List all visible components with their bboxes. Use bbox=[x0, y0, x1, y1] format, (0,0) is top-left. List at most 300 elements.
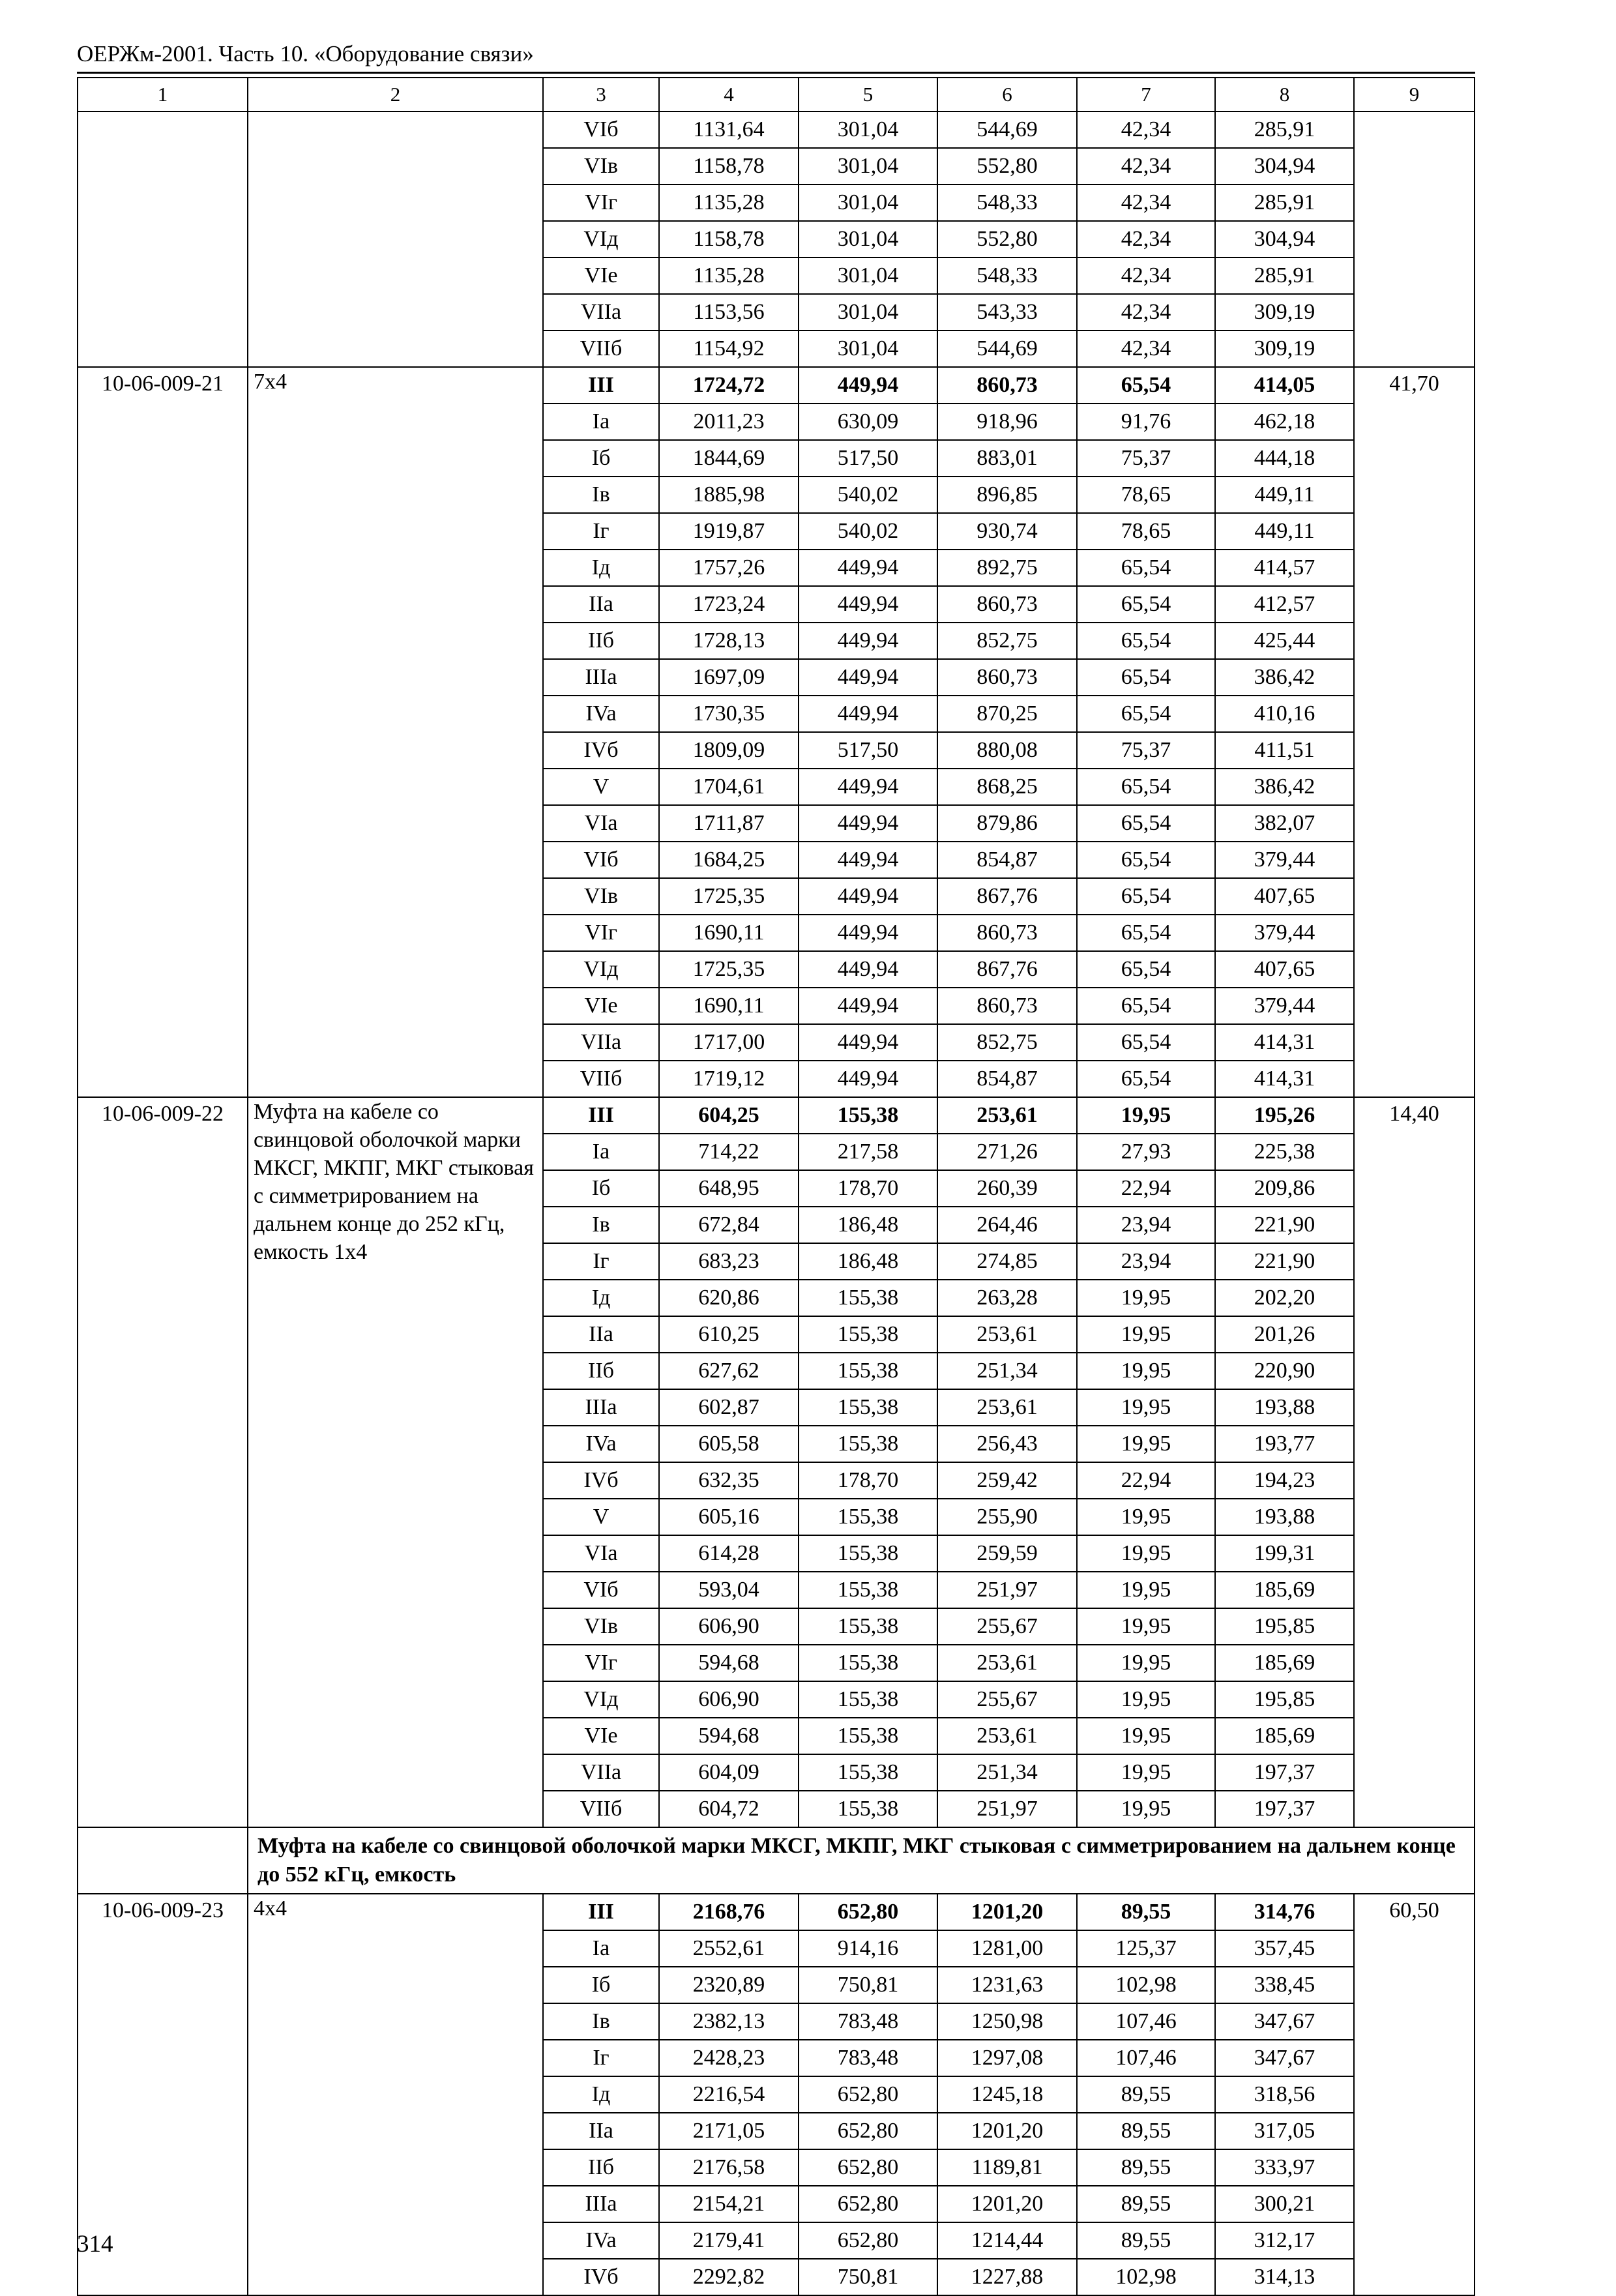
driver-wages-cell: 19,95 bbox=[1077, 1426, 1215, 1462]
total-cost-cell: 632,35 bbox=[659, 1462, 799, 1499]
wages-cell: 301,04 bbox=[799, 148, 937, 184]
rate-code-cell: 10-06-009-21 bbox=[78, 367, 248, 1097]
total-cost-cell: 2176,58 bbox=[659, 2149, 799, 2186]
driver-wages-cell: 65,54 bbox=[1077, 696, 1215, 732]
materials-cell: 225,38 bbox=[1215, 1134, 1354, 1170]
driver-wages-cell: 65,54 bbox=[1077, 1061, 1215, 1097]
wages-cell: 914,16 bbox=[799, 1930, 937, 1967]
driver-wages-cell: 91,76 bbox=[1077, 404, 1215, 440]
machine-cost-cell: 860,73 bbox=[937, 659, 1077, 696]
driver-wages-cell: 19,95 bbox=[1077, 1097, 1215, 1134]
zone-mark-cell: VIe bbox=[543, 988, 659, 1024]
zone-mark-cell: IIIa bbox=[543, 1389, 659, 1426]
driver-wages-cell: 42,34 bbox=[1077, 294, 1215, 331]
driver-wages-cell: 27,93 bbox=[1077, 1134, 1215, 1170]
machine-cost-cell: 854,87 bbox=[937, 1061, 1077, 1097]
zone-mark-cell: IIб bbox=[543, 623, 659, 659]
driver-wages-cell: 19,95 bbox=[1077, 1535, 1215, 1572]
materials-cell: 407,65 bbox=[1215, 878, 1354, 915]
materials-cell: 317,05 bbox=[1215, 2113, 1354, 2149]
zone-mark-cell: Iб bbox=[543, 1967, 659, 2003]
wages-cell: 155,38 bbox=[799, 1608, 937, 1645]
rate-name-cell: 4х4 bbox=[248, 1894, 543, 2295]
total-cost-cell: 1757,26 bbox=[659, 550, 799, 586]
wages-cell: 449,94 bbox=[799, 659, 937, 696]
driver-wages-cell: 19,95 bbox=[1077, 1791, 1215, 1827]
rate-code-cell: 10-06-009-23 bbox=[78, 1894, 248, 2295]
wages-cell: 750,81 bbox=[799, 1967, 937, 2003]
zone-mark-cell: IVa bbox=[543, 696, 659, 732]
wages-cell: 517,50 bbox=[799, 732, 937, 769]
total-cost-cell: 602,87 bbox=[659, 1389, 799, 1426]
wages-cell: 155,38 bbox=[799, 1572, 937, 1608]
materials-cell: 347,67 bbox=[1215, 2040, 1354, 2076]
driver-wages-cell: 107,46 bbox=[1077, 2003, 1215, 2040]
materials-cell: 379,44 bbox=[1215, 842, 1354, 878]
total-cost-cell: 1717,00 bbox=[659, 1024, 799, 1061]
driver-wages-cell: 78,65 bbox=[1077, 477, 1215, 513]
rates-table bbox=[77, 77, 1475, 2296]
total-cost-cell: 714,22 bbox=[659, 1134, 799, 1170]
driver-wages-cell: 75,37 bbox=[1077, 440, 1215, 477]
zone-mark-cell: VIг bbox=[543, 1645, 659, 1681]
machine-cost-cell: 251,97 bbox=[937, 1572, 1077, 1608]
machine-cost-cell: 879,86 bbox=[937, 805, 1077, 842]
wages-cell: 301,04 bbox=[799, 258, 937, 294]
machine-cost-cell: 1201,20 bbox=[937, 2186, 1077, 2222]
total-cost-cell: 2292,82 bbox=[659, 2259, 799, 2295]
zone-mark-cell: Iд bbox=[543, 550, 659, 586]
driver-wages-cell: 89,55 bbox=[1077, 1894, 1215, 1930]
rate-name-cell: 7х4 bbox=[248, 367, 543, 1097]
total-cost-cell: 1131,64 bbox=[659, 111, 799, 148]
materials-cell: 209,86 bbox=[1215, 1170, 1354, 1207]
materials-cell: 462,18 bbox=[1215, 404, 1354, 440]
wages-cell: 155,38 bbox=[799, 1645, 937, 1681]
materials-cell: 425,44 bbox=[1215, 623, 1354, 659]
materials-cell: 195,85 bbox=[1215, 1681, 1354, 1718]
machine-cost-cell: 852,75 bbox=[937, 1024, 1077, 1061]
zone-mark-cell: VIa bbox=[543, 1535, 659, 1572]
machine-cost-cell: 260,39 bbox=[937, 1170, 1077, 1207]
machine-cost-cell: 896,85 bbox=[937, 477, 1077, 513]
materials-cell: 304,94 bbox=[1215, 221, 1354, 258]
column-header: 7 bbox=[1077, 78, 1215, 111]
machine-cost-cell: 253,61 bbox=[937, 1389, 1077, 1426]
machine-cost-cell: 255,67 bbox=[937, 1608, 1077, 1645]
zone-mark-cell: VIд bbox=[543, 951, 659, 988]
wages-cell: 155,38 bbox=[799, 1426, 937, 1462]
total-cost-cell: 606,90 bbox=[659, 1608, 799, 1645]
materials-cell: 221,90 bbox=[1215, 1207, 1354, 1243]
document-header: ОЕРЖм-2001. Часть 10. «Оборудование связи» bbox=[77, 41, 534, 66]
zone-mark-cell: VIв bbox=[543, 1608, 659, 1645]
machine-cost-cell: 1227,88 bbox=[937, 2259, 1077, 2295]
zone-mark-cell: VIIб bbox=[543, 1791, 659, 1827]
materials-cell: 304,94 bbox=[1215, 148, 1354, 184]
driver-wages-cell: 65,54 bbox=[1077, 842, 1215, 878]
driver-wages-cell: 19,95 bbox=[1077, 1718, 1215, 1754]
machine-cost-cell: 259,42 bbox=[937, 1462, 1077, 1499]
total-cost-cell: 627,62 bbox=[659, 1353, 799, 1389]
driver-wages-cell: 19,95 bbox=[1077, 1389, 1215, 1426]
wages-cell: 155,38 bbox=[799, 1535, 937, 1572]
wages-cell: 217,58 bbox=[799, 1134, 937, 1170]
total-cost-cell: 1684,25 bbox=[659, 842, 799, 878]
materials-cell: 185,69 bbox=[1215, 1718, 1354, 1754]
driver-wages-cell: 125,37 bbox=[1077, 1930, 1215, 1967]
wages-cell: 449,94 bbox=[799, 1024, 937, 1061]
total-cost-cell: 1885,98 bbox=[659, 477, 799, 513]
driver-wages-cell: 42,34 bbox=[1077, 221, 1215, 258]
materials-cell: 379,44 bbox=[1215, 988, 1354, 1024]
column-header: 5 bbox=[799, 78, 937, 111]
wages-cell: 517,50 bbox=[799, 440, 937, 477]
total-cost-cell: 1724,72 bbox=[659, 367, 799, 404]
machine-cost-cell: 552,80 bbox=[937, 221, 1077, 258]
labor-cost-cell bbox=[1354, 111, 1475, 367]
rates-table-container bbox=[77, 77, 1474, 2296]
wages-cell: 178,70 bbox=[799, 1170, 937, 1207]
total-cost-cell: 606,90 bbox=[659, 1681, 799, 1718]
section-heading: Муфта на кабеле со свинцовой оболочкой марки МКСГ, МКПГ, МКГ стыковая с симметрированием на дальнем конце до 552 кГц, емкость bbox=[248, 1827, 1475, 1894]
wages-cell: 540,02 bbox=[799, 477, 937, 513]
total-cost-cell: 1725,35 bbox=[659, 951, 799, 988]
wages-cell: 178,70 bbox=[799, 1462, 937, 1499]
machine-cost-cell: 870,25 bbox=[937, 696, 1077, 732]
materials-cell: 318,56 bbox=[1215, 2076, 1354, 2113]
driver-wages-cell: 19,95 bbox=[1077, 1572, 1215, 1608]
column-header: 3 bbox=[543, 78, 659, 111]
table-row bbox=[78, 367, 1475, 404]
machine-cost-cell: 1231,63 bbox=[937, 1967, 1077, 2003]
header-rule bbox=[77, 72, 1475, 74]
driver-wages-cell: 42,34 bbox=[1077, 111, 1215, 148]
driver-wages-cell: 65,54 bbox=[1077, 367, 1215, 404]
materials-cell: 414,57 bbox=[1215, 550, 1354, 586]
section-heading-row bbox=[78, 1827, 1475, 1894]
zone-mark-cell: IIб bbox=[543, 2149, 659, 2186]
zone-mark-cell: VIб bbox=[543, 111, 659, 148]
total-cost-cell: 605,58 bbox=[659, 1426, 799, 1462]
driver-wages-cell: 89,55 bbox=[1077, 2186, 1215, 2222]
wages-cell: 155,38 bbox=[799, 1353, 937, 1389]
zone-mark-cell: VIв bbox=[543, 148, 659, 184]
machine-cost-cell: 892,75 bbox=[937, 550, 1077, 586]
driver-wages-cell: 89,55 bbox=[1077, 2076, 1215, 2113]
materials-cell: 312,17 bbox=[1215, 2222, 1354, 2259]
zone-mark-cell: VIд bbox=[543, 221, 659, 258]
driver-wages-cell: 42,34 bbox=[1077, 258, 1215, 294]
wages-cell: 652,80 bbox=[799, 2076, 937, 2113]
column-header: 6 bbox=[937, 78, 1077, 111]
zone-mark-cell: VIб bbox=[543, 1572, 659, 1608]
wages-cell: 449,94 bbox=[799, 988, 937, 1024]
materials-cell: 410,16 bbox=[1215, 696, 1354, 732]
zone-mark-cell: III bbox=[543, 1097, 659, 1134]
wages-cell: 155,38 bbox=[799, 1499, 937, 1535]
driver-wages-cell: 65,54 bbox=[1077, 550, 1215, 586]
total-cost-cell: 610,25 bbox=[659, 1316, 799, 1353]
labor-cost-cell: 41,70 bbox=[1354, 367, 1475, 1097]
zone-mark-cell: IVб bbox=[543, 2259, 659, 2295]
zone-mark-cell: IVa bbox=[543, 1426, 659, 1462]
machine-cost-cell: 255,90 bbox=[937, 1499, 1077, 1535]
wages-cell: 652,80 bbox=[799, 2113, 937, 2149]
total-cost-cell: 672,84 bbox=[659, 1207, 799, 1243]
table-row bbox=[78, 1097, 1475, 1134]
machine-cost-cell: 544,69 bbox=[937, 111, 1077, 148]
wages-cell: 652,80 bbox=[799, 2149, 937, 2186]
table-row bbox=[78, 1894, 1475, 1930]
driver-wages-cell: 19,95 bbox=[1077, 1499, 1215, 1535]
zone-mark-cell: IIIa bbox=[543, 659, 659, 696]
materials-cell: 201,26 bbox=[1215, 1316, 1354, 1353]
machine-cost-cell: 1201,20 bbox=[937, 2113, 1077, 2149]
driver-wages-cell: 19,95 bbox=[1077, 1645, 1215, 1681]
zone-mark-cell: Ia bbox=[543, 1930, 659, 1967]
machine-cost-cell: 264,46 bbox=[937, 1207, 1077, 1243]
driver-wages-cell: 65,54 bbox=[1077, 659, 1215, 696]
wages-cell: 155,38 bbox=[799, 1791, 937, 1827]
table-row bbox=[78, 111, 1475, 148]
machine-cost-cell: 253,61 bbox=[937, 1645, 1077, 1681]
machine-cost-cell: 852,75 bbox=[937, 623, 1077, 659]
driver-wages-cell: 22,94 bbox=[1077, 1462, 1215, 1499]
wages-cell: 449,94 bbox=[799, 805, 937, 842]
rate-code-cell: 10-06-009-22 bbox=[78, 1097, 248, 1827]
total-cost-cell: 604,72 bbox=[659, 1791, 799, 1827]
materials-cell: 314,76 bbox=[1215, 1894, 1354, 1930]
total-cost-cell: 1158,78 bbox=[659, 221, 799, 258]
zone-mark-cell: Iд bbox=[543, 1280, 659, 1316]
materials-cell: 221,90 bbox=[1215, 1243, 1354, 1280]
machine-cost-cell: 854,87 bbox=[937, 842, 1077, 878]
total-cost-cell: 605,16 bbox=[659, 1499, 799, 1535]
wages-cell: 652,80 bbox=[799, 2186, 937, 2222]
zone-mark-cell: VIIa bbox=[543, 1754, 659, 1791]
wages-cell: 449,94 bbox=[799, 696, 937, 732]
machine-cost-cell: 1250,98 bbox=[937, 2003, 1077, 2040]
zone-mark-cell: IVб bbox=[543, 732, 659, 769]
machine-cost-cell: 543,33 bbox=[937, 294, 1077, 331]
wages-cell: 449,94 bbox=[799, 842, 937, 878]
column-header: 1 bbox=[78, 78, 248, 111]
zone-mark-cell: VIIa bbox=[543, 294, 659, 331]
rates-table-body bbox=[78, 78, 1475, 2295]
zone-mark-cell: VIд bbox=[543, 1681, 659, 1718]
zone-mark-cell: VIa bbox=[543, 805, 659, 842]
zone-mark-cell: IIa bbox=[543, 2113, 659, 2149]
machine-cost-cell: 883,01 bbox=[937, 440, 1077, 477]
total-cost-cell: 2154,21 bbox=[659, 2186, 799, 2222]
zone-mark-cell: IIIa bbox=[543, 2186, 659, 2222]
driver-wages-cell: 65,54 bbox=[1077, 951, 1215, 988]
machine-cost-cell: 860,73 bbox=[937, 367, 1077, 404]
wages-cell: 652,80 bbox=[799, 1894, 937, 1930]
materials-cell: 199,31 bbox=[1215, 1535, 1354, 1572]
zone-mark-cell: IIa bbox=[543, 1316, 659, 1353]
total-cost-cell: 1158,78 bbox=[659, 148, 799, 184]
total-cost-cell: 683,23 bbox=[659, 1243, 799, 1280]
wages-cell: 750,81 bbox=[799, 2259, 937, 2295]
wages-cell: 155,38 bbox=[799, 1097, 937, 1134]
zone-mark-cell: Iг bbox=[543, 1243, 659, 1280]
machine-cost-cell: 1201,20 bbox=[937, 1894, 1077, 1930]
driver-wages-cell: 42,34 bbox=[1077, 331, 1215, 367]
zone-mark-cell: IIб bbox=[543, 1353, 659, 1389]
materials-cell: 193,88 bbox=[1215, 1499, 1354, 1535]
total-cost-cell: 2552,61 bbox=[659, 1930, 799, 1967]
total-cost-cell: 593,04 bbox=[659, 1572, 799, 1608]
column-header: 2 bbox=[248, 78, 543, 111]
machine-cost-cell: 255,67 bbox=[937, 1681, 1077, 1718]
machine-cost-cell: 1245,18 bbox=[937, 2076, 1077, 2113]
materials-cell: 357,45 bbox=[1215, 1930, 1354, 1967]
machine-cost-cell: 271,26 bbox=[937, 1134, 1077, 1170]
materials-cell: 386,42 bbox=[1215, 769, 1354, 805]
machine-cost-cell: 867,76 bbox=[937, 951, 1077, 988]
materials-cell: 449,11 bbox=[1215, 477, 1354, 513]
wages-cell: 301,04 bbox=[799, 221, 937, 258]
materials-cell: 414,31 bbox=[1215, 1061, 1354, 1097]
wages-cell: 449,94 bbox=[799, 951, 937, 988]
machine-cost-cell: 256,43 bbox=[937, 1426, 1077, 1462]
machine-cost-cell: 930,74 bbox=[937, 513, 1077, 550]
machine-cost-cell: 544,69 bbox=[937, 331, 1077, 367]
total-cost-cell: 1690,11 bbox=[659, 988, 799, 1024]
zone-mark-cell: VIб bbox=[543, 842, 659, 878]
wages-cell: 540,02 bbox=[799, 513, 937, 550]
wages-cell: 449,94 bbox=[799, 586, 937, 623]
materials-cell: 412,57 bbox=[1215, 586, 1354, 623]
wages-cell: 449,94 bbox=[799, 1061, 937, 1097]
driver-wages-cell: 65,54 bbox=[1077, 988, 1215, 1024]
zone-mark-cell: IIa bbox=[543, 586, 659, 623]
machine-cost-cell: 548,33 bbox=[937, 258, 1077, 294]
zone-mark-cell: V bbox=[543, 769, 659, 805]
materials-cell: 411,51 bbox=[1215, 732, 1354, 769]
machine-cost-cell: 251,97 bbox=[937, 1791, 1077, 1827]
machine-cost-cell: 860,73 bbox=[937, 988, 1077, 1024]
materials-cell: 185,69 bbox=[1215, 1572, 1354, 1608]
total-cost-cell: 1723,24 bbox=[659, 586, 799, 623]
driver-wages-cell: 19,95 bbox=[1077, 1681, 1215, 1718]
wages-cell: 630,09 bbox=[799, 404, 937, 440]
wages-cell: 449,94 bbox=[799, 915, 937, 951]
wages-cell: 301,04 bbox=[799, 294, 937, 331]
wages-cell: 155,38 bbox=[799, 1718, 937, 1754]
total-cost-cell: 1153,56 bbox=[659, 294, 799, 331]
machine-cost-cell: 259,59 bbox=[937, 1535, 1077, 1572]
total-cost-cell: 1809,09 bbox=[659, 732, 799, 769]
driver-wages-cell: 65,54 bbox=[1077, 1024, 1215, 1061]
materials-cell: 309,19 bbox=[1215, 331, 1354, 367]
materials-cell: 195,26 bbox=[1215, 1097, 1354, 1134]
zone-mark-cell: III bbox=[543, 367, 659, 404]
driver-wages-cell: 19,95 bbox=[1077, 1353, 1215, 1389]
column-header: 8 bbox=[1215, 78, 1354, 111]
total-cost-cell: 2011,23 bbox=[659, 404, 799, 440]
page-number: 314 bbox=[77, 2231, 113, 2258]
total-cost-cell: 2320,89 bbox=[659, 1967, 799, 2003]
zone-mark-cell: Iг bbox=[543, 513, 659, 550]
materials-cell: 379,44 bbox=[1215, 915, 1354, 951]
total-cost-cell: 604,25 bbox=[659, 1097, 799, 1134]
wages-cell: 186,48 bbox=[799, 1207, 937, 1243]
materials-cell: 338,45 bbox=[1215, 1967, 1354, 2003]
materials-cell: 197,37 bbox=[1215, 1754, 1354, 1791]
total-cost-cell: 1844,69 bbox=[659, 440, 799, 477]
wages-cell: 155,38 bbox=[799, 1754, 937, 1791]
zone-mark-cell: VIe bbox=[543, 258, 659, 294]
materials-cell: 285,91 bbox=[1215, 184, 1354, 221]
total-cost-cell: 2382,13 bbox=[659, 2003, 799, 2040]
machine-cost-cell: 860,73 bbox=[937, 915, 1077, 951]
materials-cell: 285,91 bbox=[1215, 111, 1354, 148]
driver-wages-cell: 89,55 bbox=[1077, 2113, 1215, 2149]
wages-cell: 449,94 bbox=[799, 623, 937, 659]
machine-cost-cell: 253,61 bbox=[937, 1316, 1077, 1353]
driver-wages-cell: 65,54 bbox=[1077, 769, 1215, 805]
column-header: 9 bbox=[1354, 78, 1475, 111]
total-cost-cell: 2428,23 bbox=[659, 2040, 799, 2076]
machine-cost-cell: 251,34 bbox=[937, 1754, 1077, 1791]
machine-cost-cell: 274,85 bbox=[937, 1243, 1077, 1280]
zone-mark-cell: Ia bbox=[543, 404, 659, 440]
materials-cell: 197,37 bbox=[1215, 1791, 1354, 1827]
wages-cell: 301,04 bbox=[799, 331, 937, 367]
total-cost-cell: 1154,92 bbox=[659, 331, 799, 367]
wages-cell: 186,48 bbox=[799, 1243, 937, 1280]
wages-cell: 783,48 bbox=[799, 2040, 937, 2076]
total-cost-cell: 1704,61 bbox=[659, 769, 799, 805]
zone-mark-cell: Ia bbox=[543, 1134, 659, 1170]
zone-mark-cell: IVa bbox=[543, 2222, 659, 2259]
zone-mark-cell: VIIб bbox=[543, 1061, 659, 1097]
total-cost-cell: 1730,35 bbox=[659, 696, 799, 732]
machine-cost-cell: 552,80 bbox=[937, 148, 1077, 184]
rate-name-cell: Муфта на кабеле со свинцовой оболочкой марки МКСГ, МКПГ, МКГ стыковая с симметрированием на дальнем конце до 252 кГц, емкость 1х4 bbox=[248, 1097, 543, 1827]
machine-cost-cell: 1189,81 bbox=[937, 2149, 1077, 2186]
machine-cost-cell: 868,25 bbox=[937, 769, 1077, 805]
materials-cell: 444,18 bbox=[1215, 440, 1354, 477]
total-cost-cell: 1711,87 bbox=[659, 805, 799, 842]
materials-cell: 309,19 bbox=[1215, 294, 1354, 331]
total-cost-cell: 1728,13 bbox=[659, 623, 799, 659]
total-cost-cell: 604,09 bbox=[659, 1754, 799, 1791]
wages-cell: 155,38 bbox=[799, 1316, 937, 1353]
zone-mark-cell: Iв bbox=[543, 477, 659, 513]
machine-cost-cell: 1297,08 bbox=[937, 2040, 1077, 2076]
machine-cost-cell: 548,33 bbox=[937, 184, 1077, 221]
wages-cell: 652,80 bbox=[799, 2222, 937, 2259]
materials-cell: 185,69 bbox=[1215, 1645, 1354, 1681]
zone-mark-cell: VIIб bbox=[543, 331, 659, 367]
materials-cell: 414,31 bbox=[1215, 1024, 1354, 1061]
driver-wages-cell: 75,37 bbox=[1077, 732, 1215, 769]
driver-wages-cell: 23,94 bbox=[1077, 1243, 1215, 1280]
wages-cell: 155,38 bbox=[799, 1389, 937, 1426]
labor-cost-cell: 60,50 bbox=[1354, 1894, 1475, 2295]
driver-wages-cell: 65,54 bbox=[1077, 586, 1215, 623]
driver-wages-cell: 19,95 bbox=[1077, 1754, 1215, 1791]
zone-mark-cell: Iб bbox=[543, 1170, 659, 1207]
wages-cell: 449,94 bbox=[799, 367, 937, 404]
driver-wages-cell: 19,95 bbox=[1077, 1608, 1215, 1645]
materials-cell: 314,13 bbox=[1215, 2259, 1354, 2295]
driver-wages-cell: 65,54 bbox=[1077, 805, 1215, 842]
